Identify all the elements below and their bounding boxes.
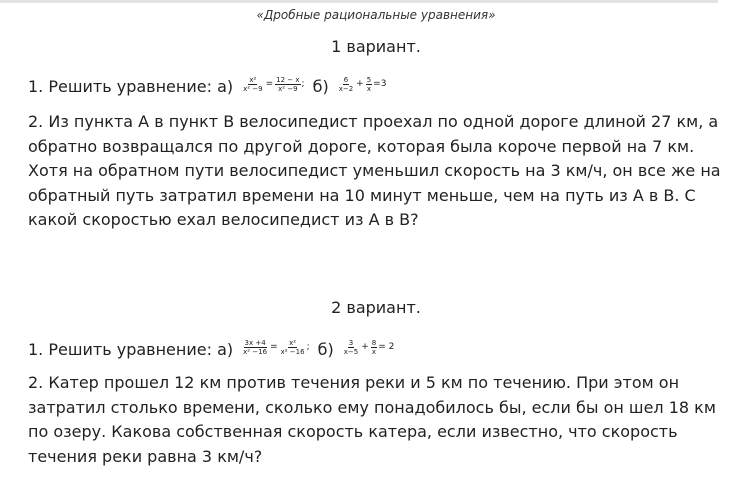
fraction: $\frac{8}{x}$ xyxy=(371,338,377,356)
fraction: $\frac{3x +4}{\text{x² −16}}$ xyxy=(243,338,268,356)
fraction: $\frac{6}{x-2}$ xyxy=(338,75,354,93)
fraction: $\frac{3}{x-5}$ xyxy=(343,338,359,356)
top-divider xyxy=(0,0,718,3)
variant-2-heading: 2 вариант. xyxy=(331,298,421,317)
worksheet-subtitle: «Дробные рациональные уравнения» xyxy=(256,8,496,22)
fraction: $\frac{5}{x}$ xyxy=(366,75,372,93)
variant-1-heading: 1 вариант. xyxy=(331,37,421,56)
variant-1-task-2: 2. Из пункта А в пункт В велосипедист проехал по одной дороге длиной 27 км, а обратно возвращался по другой дороге, которая была короче первой на 7 км. Хотя на обратном пути велосипедист уменьшил скорость на 3 км/ч, он все же на обратный путь затратил времени на 10 минут меньше, чем на путь из А в В. С какой скоростью ехал велосипедист из А в В? xyxy=(28,112,721,229)
task-1-label: 1. Решить уравнение: а) xyxy=(28,340,234,359)
task-1-label: 1. Решить уравнение: а) xyxy=(28,77,234,96)
fraction: $\frac{\text{x²}}{\text{x² −9}}$ xyxy=(243,75,263,93)
part-b-label: б) xyxy=(312,77,329,96)
variant-1-task-1: 1. Решить уравнение: а) $\frac{\text{x²}}{\text{x² −9}}$ = $\frac{12 - x}{\text{x² −9}}$ ; б) $\frac{6}{x-2}$ + $\frac{5}{x}$ =3 xyxy=(28,75,387,96)
fraction: $\frac{\text{x²}}{\text{x² −16}}$ xyxy=(280,338,305,356)
variant-2-task-1: 1. Решить уравнение: а) $\frac{3x +4}{\text{x² −16}}$ = $\frac{\text{x²}}{\text{x² −16}}$ ; б) $\frac{3}{x-5}$ + $\frac{8}{x}$ = 2 xyxy=(28,338,395,359)
part-b-label: б) xyxy=(317,340,334,359)
variant-2-task-2: 2. Катер прошел 12 км против течения реки и 5 км по течению. При этом он затратил столько времени, сколько ему понадобилось бы, если бы он шел 18 км по озеру. Какова собственная скорость катера, если известно, что скорость течения реки равна 3 км/ч? xyxy=(28,373,716,466)
fraction: $\frac{12 - x}{\text{x² −9}}$ xyxy=(276,75,300,93)
